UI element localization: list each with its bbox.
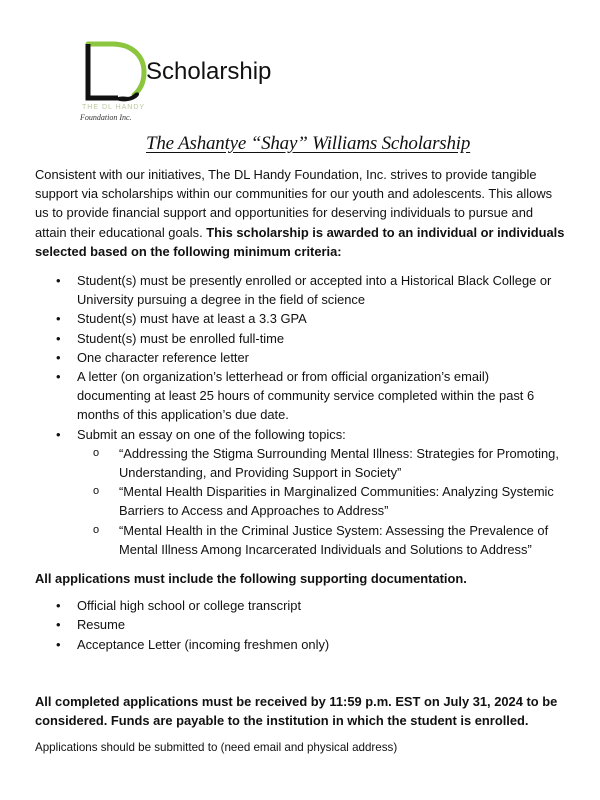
brand-title: Scholarship <box>146 58 272 85</box>
document-title: The Ashantye “Shay” Williams Scholarship <box>146 133 471 154</box>
criteria-item-essay <box>35 425 565 559</box>
deadline-notice: All completed applications must be received by 11:59 p.m. EST on July 31, 2024 to be considered. Funds are payable to the institution in which the student is enrolled. <box>35 693 558 729</box>
document-body <box>35 165 565 757</box>
logo-caption-name: THE DL HANDY <box>82 104 146 111</box>
criteria-item: • Student(s) must be presently enrolled or accepted into a Historical Black College or University pursuing a degree in the field of science <box>35 271 565 309</box>
logo-caption-foundation: Foundation Inc. <box>80 113 132 122</box>
documentation-item: • Official high school or college transcript <box>35 596 565 615</box>
criteria-list <box>35 271 565 559</box>
documentation-item: • Resume <box>35 615 565 634</box>
submission-note: Applications should be submitted to (need email and physical address) <box>35 741 398 755</box>
criteria-item: • One character reference letter <box>35 348 565 367</box>
documentation-heading: All applications must include the following supporting documentation. <box>35 571 467 587</box>
dl-handy-d-logo-icon <box>78 38 154 104</box>
criteria-item: • Student(s) must be enrolled full-time <box>35 329 565 348</box>
essay-topic: o “Mental Health Disparities in Marginalized Communities: Analyzing Systemic Barriers to Access and Approaches to Address” <box>77 482 565 520</box>
essay-topic: o “Addressing the Stigma Surrounding Mental Illness: Strategies for Promoting, Understanding, and Providing Support in Society” <box>77 444 565 482</box>
essay-topics-list <box>77 444 565 559</box>
intro-text: Consistent with our initiatives, The DL Handy Foundation, Inc. strives to provide tangible support via scholarships within our communities for our youth and adolescents. This allows us to provide financial support and opportunities for deserving individuals to pursue and attain their educational goals. <box>35 167 553 240</box>
criteria-item: • A letter (on organization’s letterhead or from official organization’s email) documenting at least 25 hours of community service completed within the past 6 months of this application’s due date. <box>35 367 565 425</box>
criteria-item: • Student(s) must have at least a 3.3 GPA <box>35 309 565 328</box>
essay-topic: o “Mental Health in the Criminal Justice System: Assessing the Prevalence of Mental Illness Among Incarcerated Individuals and Solutions to Address” <box>77 521 565 559</box>
documentation-list <box>35 596 565 654</box>
documentation-item: • Acceptance Letter (incoming freshmen only) <box>35 635 565 654</box>
intro-paragraph <box>35 165 565 261</box>
criteria-item-text: Submit an essay on one of the following topics: <box>77 426 346 442</box>
intro-bold-text: This scholarship is awarded to an individual or individuals selected based on the following minimum criteria: <box>35 224 565 259</box>
